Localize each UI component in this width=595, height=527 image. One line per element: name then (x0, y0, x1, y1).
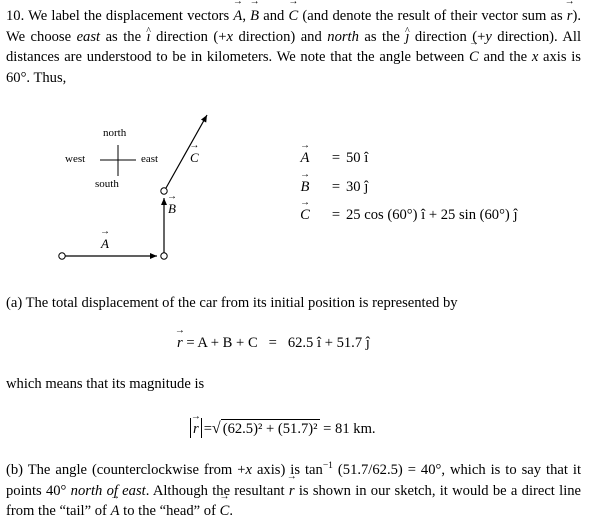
compass-west: west (65, 153, 86, 165)
part-b-A: → A (111, 501, 120, 522)
diagram-label-C: → C (190, 150, 199, 166)
eq-C-equals: = (331, 207, 341, 223)
part-b-paragraph (6, 460, 581, 522)
eq-A-rhs: 50 î (346, 150, 369, 166)
mag-r: → r (193, 421, 199, 438)
intro-text-3: ). We choose (6, 8, 581, 45)
vector-A-tail (59, 253, 65, 259)
intro-text-9: direction). All distances are understood to be in kilometers. We note that the angle between (6, 28, 581, 65)
part-b-C: → C (220, 501, 230, 522)
intro-text-10: and the (483, 49, 528, 65)
vector-B: → B (250, 6, 259, 27)
intro-text-11: axis is 60°. Thus, (6, 49, 581, 86)
part-b-text-2: axis) is tan (256, 462, 323, 478)
intro-text-7: as the (364, 28, 400, 45)
part-b-text-4: . Although the resultant (145, 482, 285, 499)
intro-text-5: direction (+ (156, 28, 227, 45)
intro-text: 10. We label the displacement vectors (6, 8, 230, 24)
magnitude-equation: → r =√ (62.5)² + (51.7)² = 81 km. (188, 418, 376, 438)
unit-i: ^ ı (147, 27, 151, 48)
intro-text-4: as the (105, 28, 142, 45)
diagram-label-B: → B (168, 201, 176, 217)
intro-text-8: direction (+ (414, 28, 486, 45)
intro-text-6: direction) and (238, 28, 322, 45)
vector-C-2: → C (469, 47, 479, 68)
mag-radicand: (62.5)² + (51.7)² (222, 421, 318, 437)
part-b-period: . (229, 503, 233, 519)
north-of-east: north of east (70, 482, 146, 499)
tan-inverse-sup: −1 (322, 461, 333, 471)
eq-C-lhs: → C (300, 207, 310, 224)
eq-B-equals: = (331, 179, 341, 195)
sum-equation: → r = A + B + C = 62.5 î + 51.7 ĵ (177, 335, 370, 352)
eq-B-rhs: 30 ĵ (346, 179, 369, 195)
vector-C: → C (288, 6, 298, 27)
part-b-x: x (245, 462, 252, 478)
and-text: and (263, 8, 285, 24)
x-var-2: x (531, 49, 539, 65)
eq-C-rhs: 25 cos (60°) î + 25 sin (60°) ĵ (346, 207, 518, 223)
sum-r: → r (177, 335, 183, 352)
y-var: y (485, 28, 492, 45)
east-term: east (76, 28, 101, 45)
magnitude-text: which means that its magnitude is (6, 376, 205, 392)
part-b-text-5: is shown in our sketch, it would be a direct line from the “tail” of (6, 482, 582, 519)
eq-A-equals: = (331, 150, 341, 166)
part-a-text: (a) The total displacement of the car from its initial position is represented by (6, 295, 458, 311)
vector-A-head (161, 253, 167, 259)
compass-south: south (95, 178, 119, 190)
compass-north: north (103, 127, 127, 139)
part-b-text-6: to the “head” of (123, 503, 216, 519)
vector-A: → A (233, 6, 242, 27)
part-b-r: → r (289, 481, 295, 502)
eq-B-lhs: → B (301, 179, 310, 196)
part-b-text-1: (b) The angle (counterclockwise from + (6, 462, 246, 478)
x-var: x (226, 28, 234, 45)
eq-A-lhs: → A (301, 150, 310, 167)
vector-C-arrow (166, 115, 207, 188)
part-b-text-3: (51.7/62.5) = 40°, which is to say that it points 40° (6, 462, 582, 499)
intro-text-2: (and denote the result of their vector sum as (302, 8, 563, 24)
diagram-label-A: → A (101, 236, 109, 252)
compass-east: east (141, 153, 159, 165)
unit-j: ^ ȷ (405, 27, 409, 48)
sum-rhs: 62.5 î + 51.7 ĵ (287, 335, 370, 351)
mag-result: = 81 km. (323, 421, 376, 437)
vector-r: → r (567, 6, 573, 27)
sum-lhs: = A + B + C (186, 335, 258, 351)
intro-paragraph: 10. We label the displacement vectors → A, → B and → C (and denote the result of their vector sum as → r). We choose east as the ^ ı direction (+x direction) and north as the ^ ȷ direction (+y direction). All distances are understood to be in kilometers. We note that the angle between → C and the x axis is 60°. Thus, (6, 6, 581, 88)
north-term: north (327, 28, 359, 45)
